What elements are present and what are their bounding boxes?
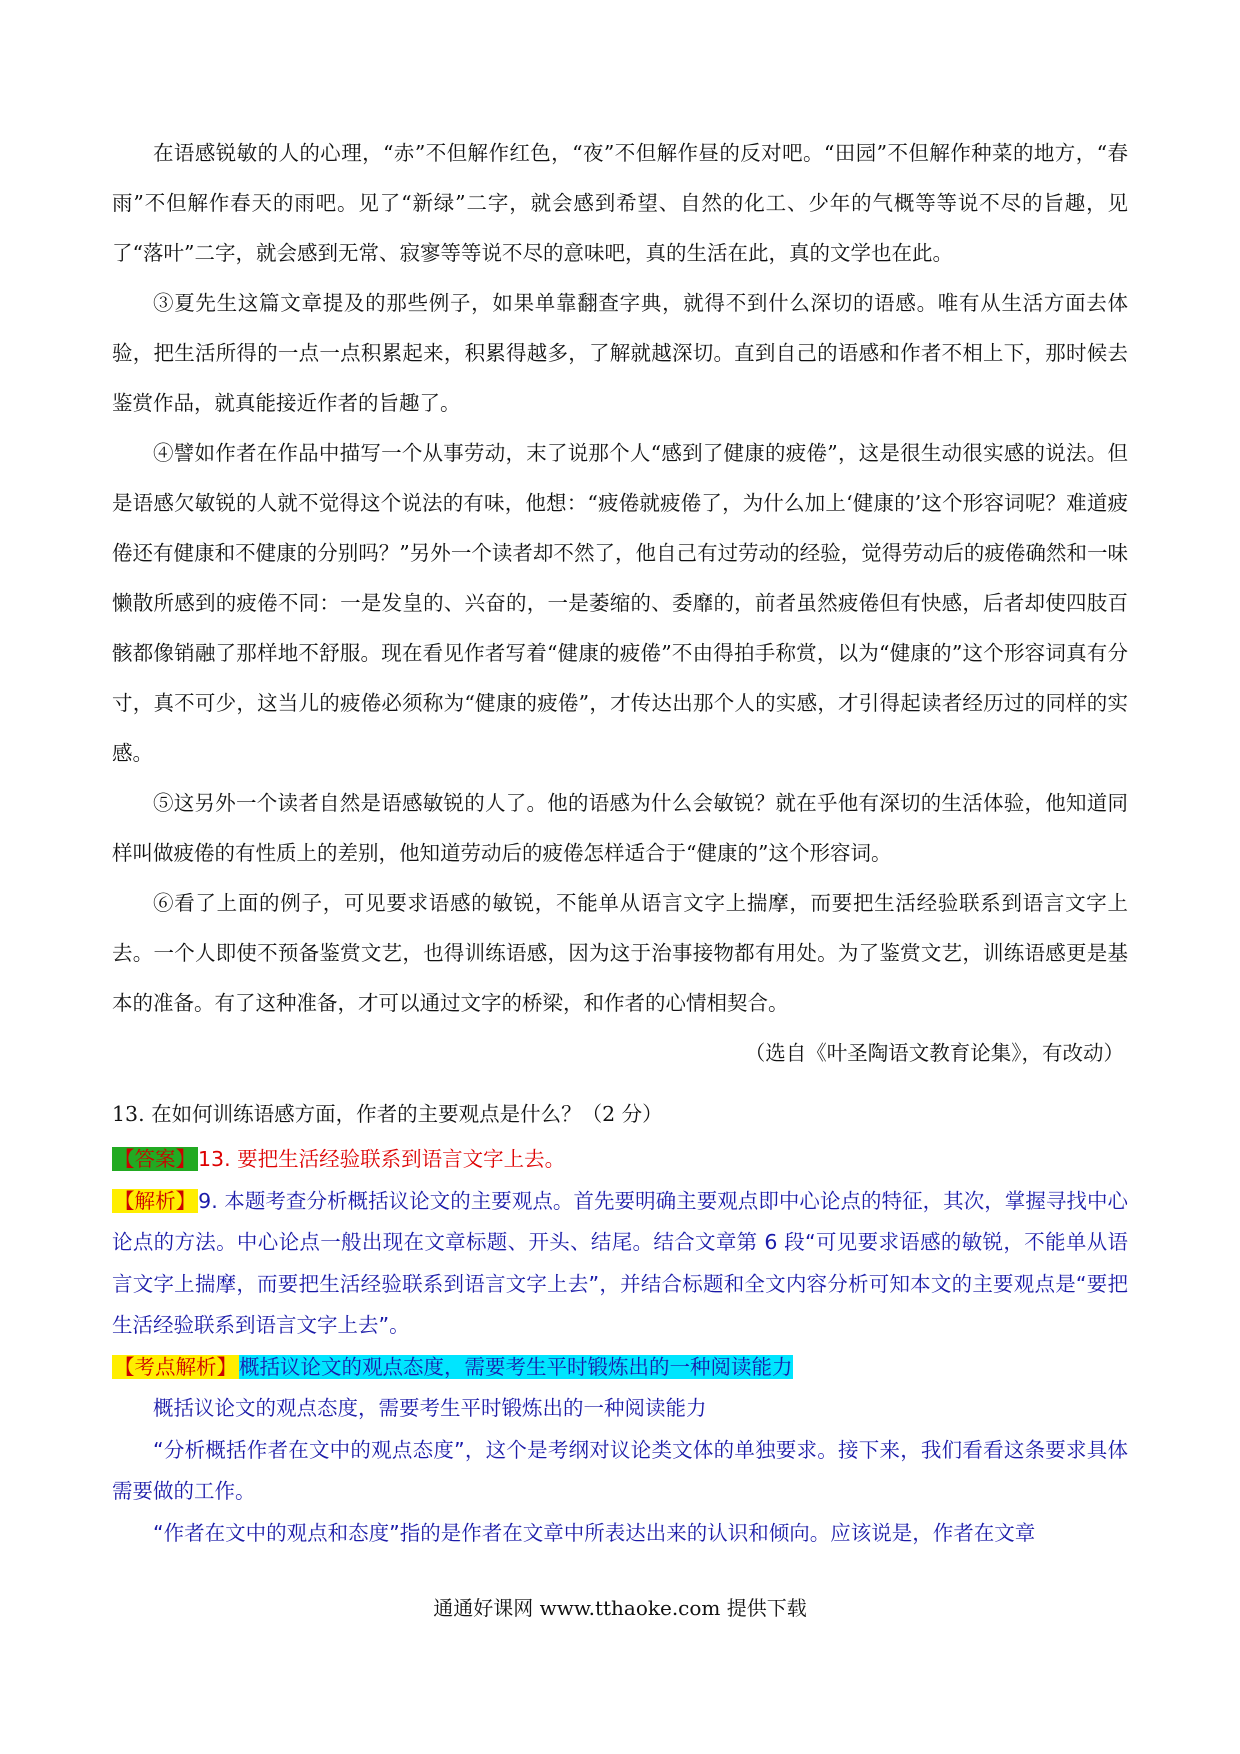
passage-paragraph-1: 在语感锐敏的人的心理，“赤”不但解作红色，“夜”不但解作昼的反对吧。“田园”不但解作种菜的地方，“春雨”不但解作春天的雨吧。见了“新绿”二字，就会感到希望、自然的化工、少年的气概等等说不尽的旨趣，见了“落叶”二字，就会感到无常、寂寥等等说不尽的意味吧，真的生活在此，真的文学也在此。 [112,141,1128,265]
analysis-text: 9. 本题考查分析概括议论文的主要观点。首先要明确主要观点即中心论点的特征，其次，掌握寻找中心论点的方法。中心论点一般出现在文章标题、开头、结尾。结合文章第 6 段“可见要求语感的敏锐，不能单从语言文字上揣摩，而要把生活经验联系到语言文字上去”，并结合标题和全文内容分析可知本文的主要观点是“要把生活经验联系到语言文字上去”。 [112,1188,1129,1337]
answer-label: 【答案】 [114,1147,196,1171]
answer-line [112,1139,1128,1181]
keypoint-highlight: 概括议论文的观点态度，需要考生平时锻炼出的一种阅读能力 [239,1354,793,1379]
question-13: 13. 在如何训练语感方面，作者的主要观点是什么？（2 分） [112,1102,663,1126]
keypoint-line-2: “分析概括作者在文中的观点态度”，这个是考纲对议论类文体的单独要求。接下来，我们看看这条要求具体需要做的工作。 [112,1437,1128,1503]
analysis-label: 【解析】 [114,1188,197,1213]
analysis-paragraph [112,1181,1128,1347]
passage-paragraph-6: ⑥看了上面的例子，可见要求语感的敏锐，不能单从语言文字上揣摩，而要把生活经验联系到语言文字上去。一个人即使不预备鉴赏文艺，也得训练语感，因为这于治事接物都有用处。为了鉴赏文艺，训练语感更是基本的准备。有了这种准备，才可以通过文字的桥梁，和作者的心情相契合。 [112,891,1128,1015]
passage-paragraph-3: ③夏先生这篇文章提及的那些例子，如果单靠翻查字典，就得不到什么深切的语感。唯有从生活方面去体验，把生活所得的一点一点积累起来，积累得越多，了解就越深切。直到自己的语感和作者不相上下，那时候去鉴赏作品，就真能接近作者的旨趣了。 [112,291,1128,415]
keypoint-line-1: 概括议论文的观点态度，需要考生平时锻炼出的一种阅读能力 [153,1396,707,1420]
keypoint-heading [112,1347,1128,1389]
passage-paragraph-5: ⑤这另外一个读者自然是语感敏锐的人了。他的语感为什么会敏锐？就在乎他有深切的生活体验，他知道同样叫做疲倦的有性质上的差别，他知道劳动后的疲倦怎样适合于“健康的”这个形容词。 [112,791,1128,865]
answer-section [112,1139,1128,1554]
keypoint-label: 【考点解析】 [114,1354,237,1379]
page-footer: 通通好课网 www.tthaoke.com 提供下载 [433,1596,807,1620]
passage-source: （选自《叶圣陶语文教育论集》，有改动） [744,1041,1124,1065]
answer-text: 13. 要把生活经验联系到语言文字上去。 [198,1147,566,1171]
passage [112,128,1128,1078]
keypoint-line-3: “作者在文中的观点和态度”指的是作者在文章中所表达出来的认识和倾向。应该说是，作者在文章 [153,1520,1036,1545]
passage-paragraph-4: ④譬如作者在作品中描写一个从事劳动，末了说那个人“感到了健康的疲倦”，这是很生动很实感的说法。但是语感欠敏锐的人就不觉得这个说法的有味，他想：“疲倦就疲倦了，为什么加上‘健康的’这个形容词呢？难道疲倦还有健康和不健康的分别吗？”另外一个读者却不然了，他自己有过劳动的经验，觉得劳动后的疲倦确然和一味懒散所感到的疲倦不同：一是发皇的、兴奋的，一是萎缩的、委靡的，前者虽然疲倦但有快感，后者却使四肢百骸都像销融了那样地不舒服。现在看见作者写着“健康的疲倦”不由得拍手称赏，以为“健康的”这个形容词真有分寸，真不可少，这当儿的疲倦必须称为“健康的疲倦”，才传达出那个人的实感，才引得起读者经历过的同样的实感。 [112,441,1128,765]
